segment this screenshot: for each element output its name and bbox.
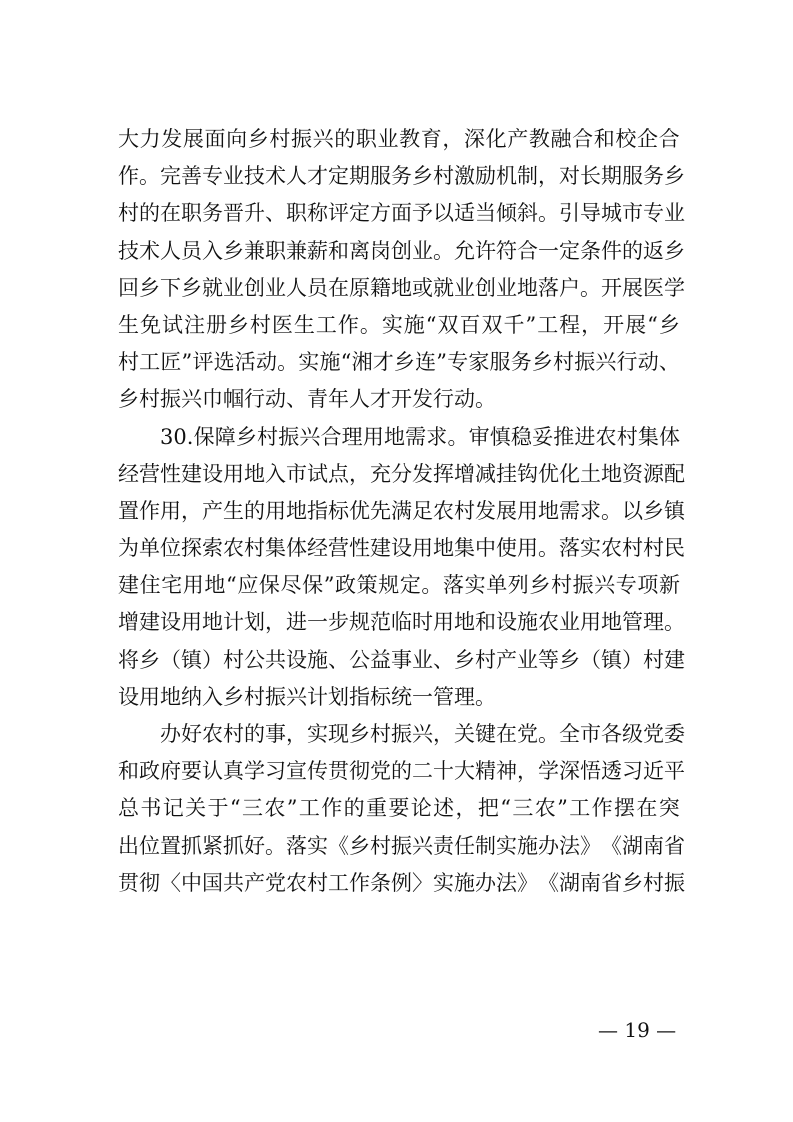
text-line: 增 建 设 用 地 计 划 ， 进 一 步 规 范 临 时 用 地 和 设 施 农 业 用 地 管 理 。 bbox=[118, 610, 685, 635]
text-line: 30. 保 障 乡 村 振 兴 合 理 用 地 需 求 。 审 慎 稳 妥 推 进 农 村 集 体 bbox=[160, 424, 680, 449]
text-line: 办 好 农 村 的 事 ， 实 现 乡 村 振 兴 ， 关 键 在 党 。 全 市 各 级 党 委 bbox=[160, 722, 685, 746]
page-number: — 19 — bbox=[598, 1018, 677, 1042]
text-line: 村 工 匠 ” 评 选 活 动 。 实 施 “ 湘 才 乡 连 ” 专 家 服 务 乡 村 振 兴 行 动 、 bbox=[118, 350, 680, 375]
text-line: 回 乡 下 乡 就 业 创 业 人 员 在 原 籍 地 或 就 业 创 业 地 落 户 。 开 展 医 学 bbox=[118, 275, 685, 300]
text-line: 设用地纳入乡村振兴计划指标统一管理。 bbox=[118, 684, 496, 709]
text-line: 出 位 置 抓 紧 抓 好 。 落 实 《 乡 村 振 兴 责 任 制 实 施 办 法 》 《 湖 南 省 bbox=[118, 833, 685, 858]
text-line: 建 住 宅 用 地 “ 应 保 尽 保 ” 政 策 规 定 。 落 实 单 列 乡 村 振 兴 专 项 新 bbox=[118, 573, 680, 598]
text-line: 作 。 完 善 专 业 技 术 人 才 定 期 服 务 乡 村 激 励 机 制 ， 对 长 期 服 务 乡 bbox=[118, 164, 685, 189]
text-line: 总 书 记 关 于 “ 三 农 ” 工 作 的 重 要 论 述 ， 把 “ 三 农 ” 工 作 摆 在 突 bbox=[118, 796, 680, 821]
text-line: 村 的 在 职 务 晋 升 、 职 称 评 定 方 面 予 以 适 当 倾 斜 。 引 导 城 市 专 业 bbox=[118, 201, 685, 226]
text-line: 生 免 试 注 册 乡 村 医 生 工 作 。 实 施 “ 双 百 双 千 ” 工 程 ， 开 展 “ 乡 bbox=[118, 312, 680, 337]
text-line: 置 作 用 ， 产 生 的 用 地 指 标 优 先 满 足 农 村 发 展 用 地 需 求 。 以 乡 镇 bbox=[118, 498, 685, 523]
text-line: 为 单 位 探 索 农 村 集 体 经 营 性 建 设 用 地 集 中 使 用 。 落 实 农 村 村 民 bbox=[118, 536, 685, 561]
text-line: 大 力 发 展 面 向 乡 村 振 兴 的 职 业 教 育 ， 深 化 产 教 融 合 和 校 企 合 bbox=[118, 127, 680, 151]
text-line: 乡村振兴巾帼行动、青年人才开发行动。 bbox=[118, 387, 496, 412]
text-line: 技 术 人 员 入 乡 兼 职 兼 薪 和 离 岗 创 业 。 允 许 符 合 一 定 条 件 的 返 乡 bbox=[118, 238, 685, 263]
text-line: 经 营 性 建 设 用 地 入 市 试 点 ， 充 分 发 挥 增 减 挂 钩 优 化 土 地 资 源 配 bbox=[118, 461, 685, 486]
text-line: 贯 彻 〈 中 国 共 产 党 农 村 工 作 条 例 〉 实 施 办 法 》 《 湖 南 省 乡 村 振 bbox=[118, 870, 685, 895]
text-line: 和 政 府 要 认 真 学 习 宣 传 贯 彻 党 的 二 十 大 精 神 ， 学 深 悟 透 习 近 平 bbox=[118, 759, 685, 784]
body-text bbox=[118, 121, 685, 902]
text-line: 将 乡 （ 镇 ） 村 公 共 设 施 、 公 益 事 业 、 乡 村 产 业 等 乡 （ 镇 ） 村 建 bbox=[118, 647, 685, 672]
